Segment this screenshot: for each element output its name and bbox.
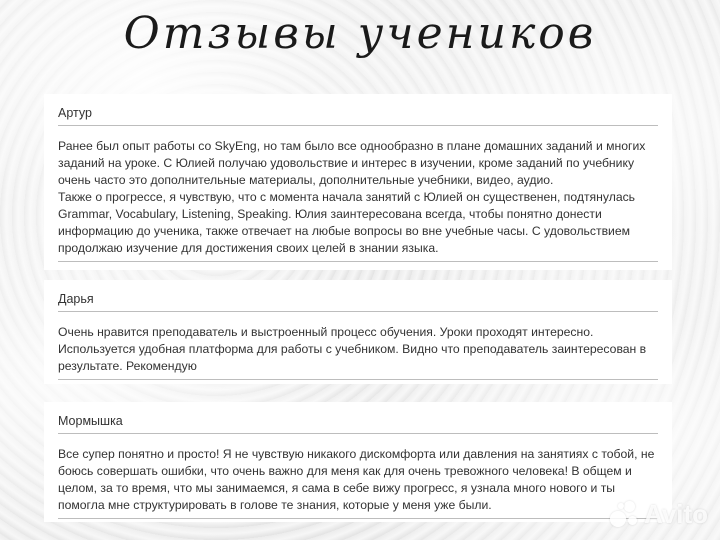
review-line: Все супер понятно и просто! Я не чувствую никакого дискомфорта или давления на занятиях с тобой, не <box>58 447 655 461</box>
avito-dots-icon <box>610 501 638 529</box>
review-line: Используется удобная платформа для работы с учебником. Видно что преподаватель заинтересован в <box>58 342 647 356</box>
review-line: целом, за то время, что мы занимаемся, я сама в себе вижу прогресс, я узнала много нового и ты <box>58 481 616 495</box>
watermark-text: Avito <box>643 499 708 529</box>
review-line: результате. Рекомендую <box>58 359 197 373</box>
review-card <box>44 94 672 270</box>
reviewer-name: Мормышка <box>58 414 658 434</box>
review-line: информацию до ученика, также отвечает на любые вопросы во вне учебные часы. С удовольствием <box>58 224 631 238</box>
reviewer-name: Дарья <box>58 292 658 312</box>
review-line: продолжаю изучение для достижения своих целей в знании языка. <box>58 241 439 255</box>
review-line: Очень нравится преподаватель и выстроенный процесс обучения. Уроки проходят интересно. <box>58 325 594 339</box>
review-text <box>58 446 658 519</box>
review-line: боюсь совершать ошибки, что очень важно для меня как для очень тревожного человека! В общем и <box>58 464 632 478</box>
review-line: помогла мне структурировать в голове те знания, которые у меня уже были. <box>58 498 492 512</box>
review-line: Grammar, Vocabulary, Listening, Speaking. Юлия заинтересована всегда, чтобы понятно донести <box>58 207 602 221</box>
review-text <box>58 138 658 262</box>
review-line: заданий на уроке. С Юлией получаю удовольствие и интерес в изучении, кроме заданий по учебнику <box>58 156 635 170</box>
review-card <box>44 402 672 522</box>
page-title: Отзывы учеников <box>123 8 597 59</box>
review-line: очень часто это дополнительные материалы, дополнительные учебники, видео, аудио. <box>58 173 554 187</box>
review-text <box>58 324 658 380</box>
avito-watermark <box>610 499 708 530</box>
reviewer-name: Артур <box>58 106 658 126</box>
review-line: Также о прогрессе, я чувствую, что с момента начала занятий с Юлией он существенен, подтянулась <box>58 190 636 204</box>
review-card <box>44 280 672 384</box>
review-line: Ранее был опыт работы со SkyEng, но там было все однообразно в плане домашних заданий и многих <box>58 139 646 153</box>
